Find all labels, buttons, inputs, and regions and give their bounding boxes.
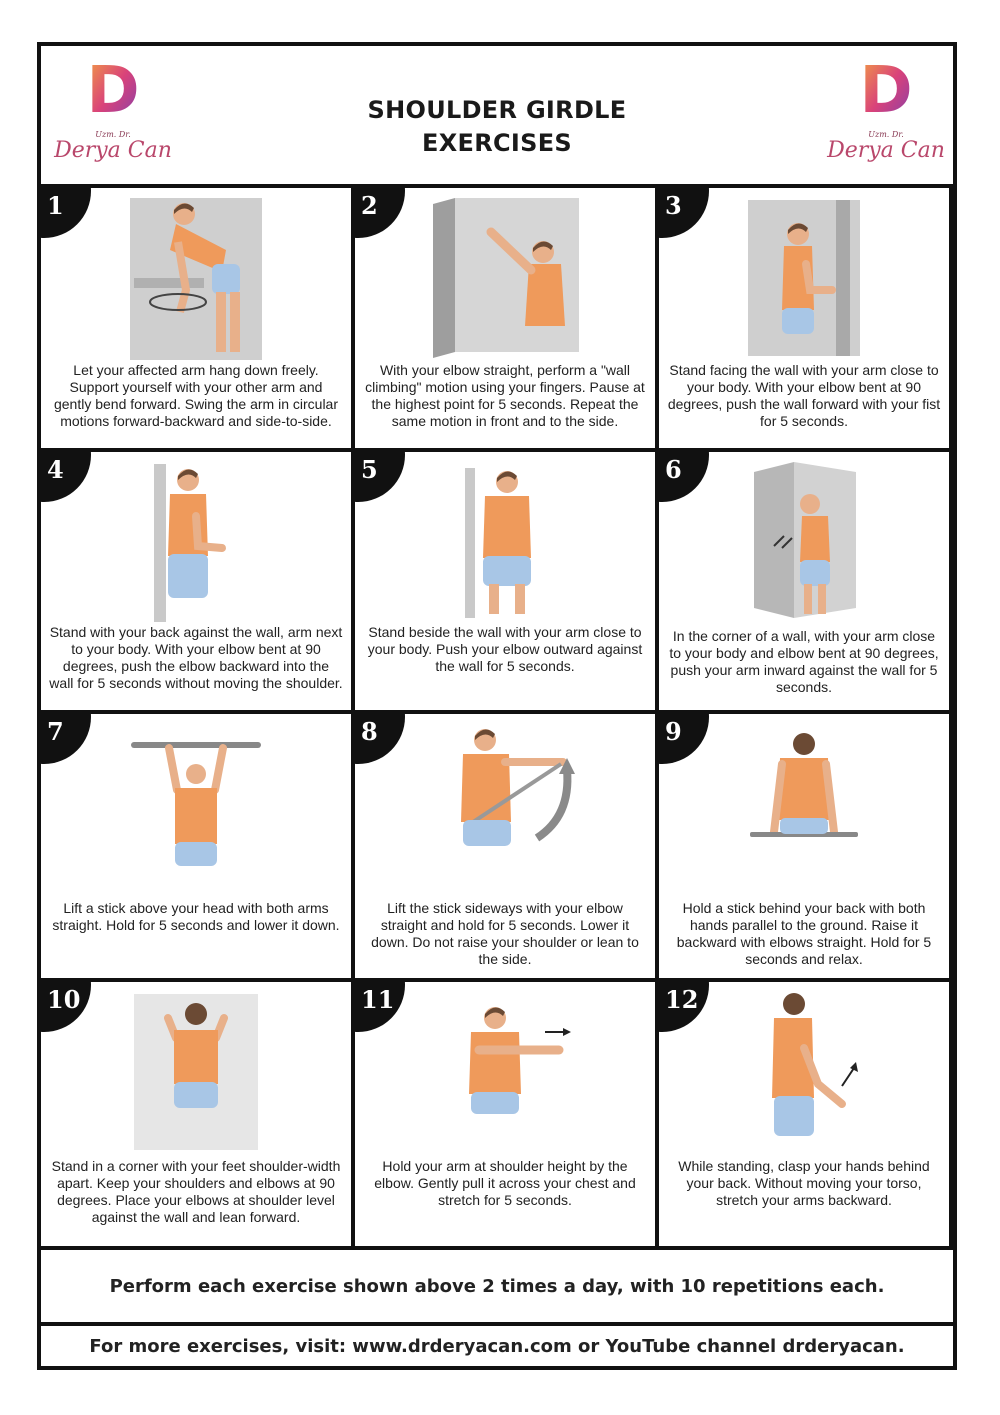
exercise-number: 12 (665, 985, 699, 1014)
exercise-description: Hold your arm at shoulder height by the elbow. Gently pull it across your chest and stretch for 5 seconds. (374, 1158, 636, 1208)
exercise-illustration-6 (659, 455, 949, 630)
exercise-grid (41, 188, 953, 1250)
exercise-number: 3 (665, 191, 682, 220)
exercise-card-8 (355, 714, 659, 982)
exercise-card-11 (355, 982, 659, 1250)
exercise-description: Lift a stick above your head with both arms straight. Hold for 5 seconds and lower it down. (52, 900, 340, 933)
exercise-illustration-9 (659, 717, 949, 892)
exercise-description: Stand beside the wall with your arm close to your body. Push your elbow outward against the wall for 5 seconds. (367, 624, 643, 674)
svg-text:D: D (859, 60, 913, 128)
exercise-description: Stand facing the wall with your arm close to your body. With your elbow bent at 90 degrees, push the wall forward with your fist for 5 seconds. (667, 362, 941, 429)
exercise-card-10 (41, 982, 355, 1250)
exercise-sheet (37, 42, 957, 1370)
exercise-card-4 (41, 452, 355, 714)
exercise-number: 8 (361, 717, 378, 746)
logo-right (826, 60, 946, 172)
exercise-illustration-4 (41, 455, 351, 630)
exercise-card-1 (41, 188, 355, 452)
exercise-description: In the corner of a wall, with your arm close to your body and elbow bent at 90 degrees, push your arm inward against the wall for 5 seconds. (669, 628, 939, 695)
exercise-number: 11 (361, 985, 395, 1014)
logo-prefix: Uzm. Dr. (95, 130, 131, 139)
exercise-number: 5 (361, 455, 378, 484)
exercise-description: Let your affected arm hang down freely. Support yourself with your other arm and gently bend forward. Swing the arm in circular motions forward-backward and side-to-side. (53, 362, 339, 429)
exercise-number: 7 (47, 717, 64, 746)
exercise-number: 1 (47, 191, 64, 220)
exercise-card-3 (659, 188, 953, 452)
exercise-description: While standing, clasp your hands behind your back. Without moving your torso, stretch your arms backward. (678, 1158, 930, 1208)
more-exercises-note: For more exercises, visit: www.drderyacan.com or YouTube channel drderyacan. (89, 1335, 905, 1357)
exercise-illustration-7 (41, 717, 351, 892)
exercise-illustration-2 (355, 191, 655, 366)
exercise-number: 2 (361, 191, 378, 220)
exercise-number: 4 (47, 455, 64, 484)
exercise-description: Stand in a corner with your feet shoulder-width apart. Keep your shoulders and elbows at 90 degrees. Place your elbows at shoulder level against the wall and lean forward. (51, 1158, 341, 1225)
exercise-description: Stand with your back against the wall, arm next to your body. With your elbow bent at 90 degrees, push the elbow backward into the wall for 5 seconds without moving the shoulder. (49, 624, 343, 691)
exercise-number: 9 (665, 717, 682, 746)
exercise-illustration-10 (41, 985, 351, 1160)
exercise-illustration-8 (355, 717, 655, 892)
exercise-illustration-5 (355, 455, 655, 630)
svg-text:D: D (86, 60, 140, 128)
exercise-card-2 (355, 188, 659, 452)
page-title: SHOULDER GIRDLE EXERCISES (367, 96, 627, 157)
exercise-illustration-1 (41, 191, 351, 366)
exercise-illustration-11 (355, 985, 655, 1160)
exercise-description: Hold a stick behind your back with both hands parallel to the ground. Raise it backward with elbows straight. Hold for 5 seconds and relax. (676, 900, 932, 967)
exercise-description: With your elbow straight, perform a "wall climbing" motion using your fingers. Pause at the highest point for 5 seconds. Repeat the same motion in front and to the side. (365, 362, 645, 429)
exercise-illustration-12 (659, 985, 949, 1160)
exercise-illustration-3 (659, 191, 949, 366)
exercise-card-12 (659, 982, 953, 1250)
logo-name: Derya Can (827, 138, 945, 163)
exercise-card-6 (659, 452, 953, 714)
exercise-card-5 (355, 452, 659, 714)
frequency-instruction: Perform each exercise shown above 2 times a day, with 10 repetitions each. (41, 1250, 953, 1326)
header (41, 46, 953, 188)
exercise-number: 6 (665, 455, 682, 484)
exercise-card-9 (659, 714, 953, 982)
logo-name: Derya Can (54, 138, 172, 163)
exercise-number: 10 (47, 985, 81, 1014)
logo-prefix: Uzm. Dr. (868, 130, 904, 139)
exercise-card-7 (41, 714, 355, 982)
exercise-description: Lift the stick sideways with your elbow straight and hold for 5 seconds. Lower it down. Do not raise your shoulder or lean to the side. (371, 900, 639, 967)
